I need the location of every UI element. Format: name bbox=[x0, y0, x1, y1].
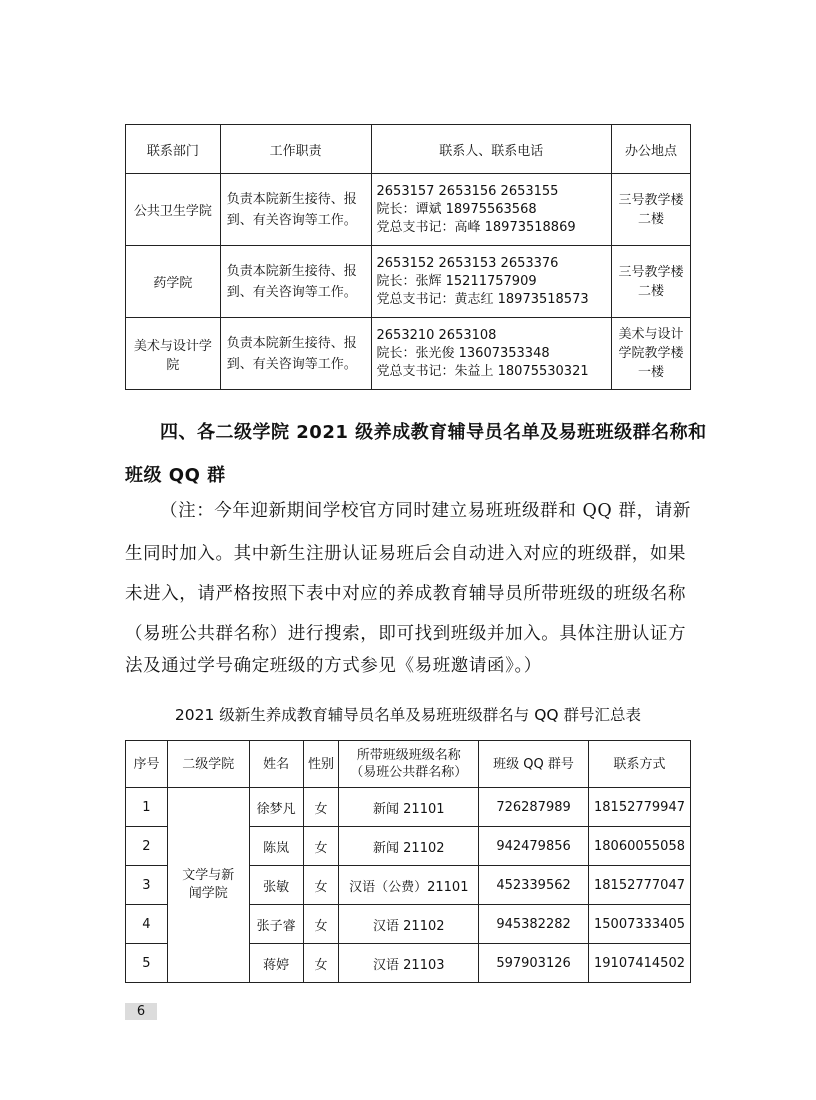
dept-cell: 药学院 bbox=[126, 246, 221, 318]
contact-table bbox=[125, 124, 691, 390]
phone-cell: 15007333405 bbox=[588, 905, 690, 944]
phone-numbers: 2653157 2653156 2653155 bbox=[376, 183, 559, 199]
name-cell: 蒋婷 bbox=[249, 944, 303, 983]
class-name-cell: 汉语（公费）21101 bbox=[339, 866, 479, 905]
header-no: 序号 bbox=[126, 741, 168, 788]
contact-table-header bbox=[126, 125, 691, 174]
phone-cell: 19107414502 bbox=[588, 944, 690, 983]
phone-numbers: 2653210 2653108 bbox=[376, 327, 497, 343]
row-no: 3 bbox=[126, 866, 168, 905]
name-cell: 徐梦凡 bbox=[249, 788, 303, 827]
gender-cell: 女 bbox=[303, 905, 339, 944]
gender-cell: 女 bbox=[303, 866, 339, 905]
contact-cell bbox=[371, 318, 612, 390]
header-class-name-main: 所带班级班级名称 bbox=[356, 748, 461, 763]
note-line: 法及通过学号确定班级的方式参见《易班邀请函》。） bbox=[125, 656, 542, 676]
duty-cell: 负责本院新生接待、报到、有关咨询等工作。 bbox=[220, 246, 371, 318]
dean-contact: 院长：张辉 15211757909 bbox=[376, 273, 537, 289]
qq-cell: 945382282 bbox=[479, 905, 589, 944]
contact-cell bbox=[371, 246, 612, 318]
name-cell: 张子睿 bbox=[249, 905, 303, 944]
class-name-cell: 汉语 21103 bbox=[339, 944, 479, 983]
header-contact: 联系方式 bbox=[588, 741, 690, 788]
row-no: 1 bbox=[126, 788, 168, 827]
row-no: 4 bbox=[126, 905, 168, 944]
section-heading-continued: 班级 QQ 群 bbox=[125, 465, 226, 486]
header-college: 二级学院 bbox=[167, 741, 249, 788]
office-cell: 三号教学楼二楼 bbox=[612, 174, 691, 246]
dean-contact: 院长：谭斌 18975563568 bbox=[376, 201, 537, 217]
header-qq: 班级 QQ 群号 bbox=[479, 741, 589, 788]
name-cell: 陈岚 bbox=[249, 827, 303, 866]
header-gender: 性别 bbox=[303, 741, 339, 788]
dean-contact: 院长：张光俊 13607353348 bbox=[376, 345, 550, 361]
secretary-contact: 党总支书记：高峰 18973518869 bbox=[376, 219, 576, 235]
table-row bbox=[126, 246, 691, 318]
header-office: 办公地点 bbox=[612, 125, 691, 174]
class-name-cell: 新闻 21101 bbox=[339, 788, 479, 827]
table-row bbox=[126, 174, 691, 246]
note-line: 未进入，请严格按照下表中对应的养成教育辅导员所带班级的班级名称 bbox=[125, 584, 687, 604]
dept-cell: 公共卫生学院 bbox=[126, 174, 221, 246]
office-cell: 三号教学楼二楼 bbox=[612, 246, 691, 318]
secretary-contact: 党总支书记：黄志红 18973518573 bbox=[376, 291, 589, 307]
gender-cell: 女 bbox=[303, 788, 339, 827]
name-cell: 张敏 bbox=[249, 866, 303, 905]
dept-cell: 美术与设计学院 bbox=[126, 318, 221, 390]
phone-cell: 18152777047 bbox=[588, 866, 690, 905]
note-line: （注：今年迎新期间学校官方同时建立易班班级群和 QQ 群，请新 bbox=[160, 501, 691, 521]
section-heading: 四、各二级学院 2021 级养成教育辅导员名单及易班班级群名称和 bbox=[160, 422, 707, 443]
header-class-name bbox=[339, 741, 479, 788]
qq-cell: 452339562 bbox=[479, 866, 589, 905]
page-number: 6 bbox=[125, 1003, 157, 1020]
header-contact: 联系人、联系电话 bbox=[371, 125, 612, 174]
office-cell: 美术与设计学院教学楼一楼 bbox=[612, 318, 691, 390]
header-class-name-sub: （易班公共群名称） bbox=[350, 765, 468, 780]
qq-cell: 726287989 bbox=[479, 788, 589, 827]
gender-cell: 女 bbox=[303, 944, 339, 983]
row-no: 5 bbox=[126, 944, 168, 983]
header-name: 姓名 bbox=[249, 741, 303, 788]
college-cell: 文学与新闻学院 bbox=[167, 788, 249, 983]
header-dept: 联系部门 bbox=[126, 125, 221, 174]
summary-table bbox=[125, 740, 691, 983]
note-line: （易班公共群名称）进行搜索，即可找到班级并加入。具体注册认证方 bbox=[125, 624, 687, 644]
phone-numbers: 2653152 2653153 2653376 bbox=[376, 255, 559, 271]
phone-cell: 18060055058 bbox=[588, 827, 690, 866]
duty-cell: 负责本院新生接待、报到、有关咨询等工作。 bbox=[220, 174, 371, 246]
class-name-cell: 汉语 21102 bbox=[339, 905, 479, 944]
secretary-contact: 党总支书记：朱益上 18075530321 bbox=[376, 363, 589, 379]
summary-table-title: 2021 级新生养成教育辅导员名单及易班班级群名与 QQ 群号汇总表 bbox=[174, 706, 642, 724]
contact-cell bbox=[371, 174, 612, 246]
gender-cell: 女 bbox=[303, 827, 339, 866]
qq-cell: 942479856 bbox=[479, 827, 589, 866]
table-row bbox=[126, 788, 691, 827]
class-name-cell: 新闻 21102 bbox=[339, 827, 479, 866]
note-line: 生同时加入。其中新生注册认证易班后会自动进入对应的班级群，如果 bbox=[125, 544, 687, 564]
duty-cell: 负责本院新生接待、报到、有关咨询等工作。 bbox=[220, 318, 371, 390]
header-duty: 工作职责 bbox=[220, 125, 371, 174]
table-row bbox=[126, 318, 691, 390]
qq-cell: 597903126 bbox=[479, 944, 589, 983]
summary-table-header bbox=[126, 741, 691, 788]
row-no: 2 bbox=[126, 827, 168, 866]
phone-cell: 18152779947 bbox=[588, 788, 690, 827]
